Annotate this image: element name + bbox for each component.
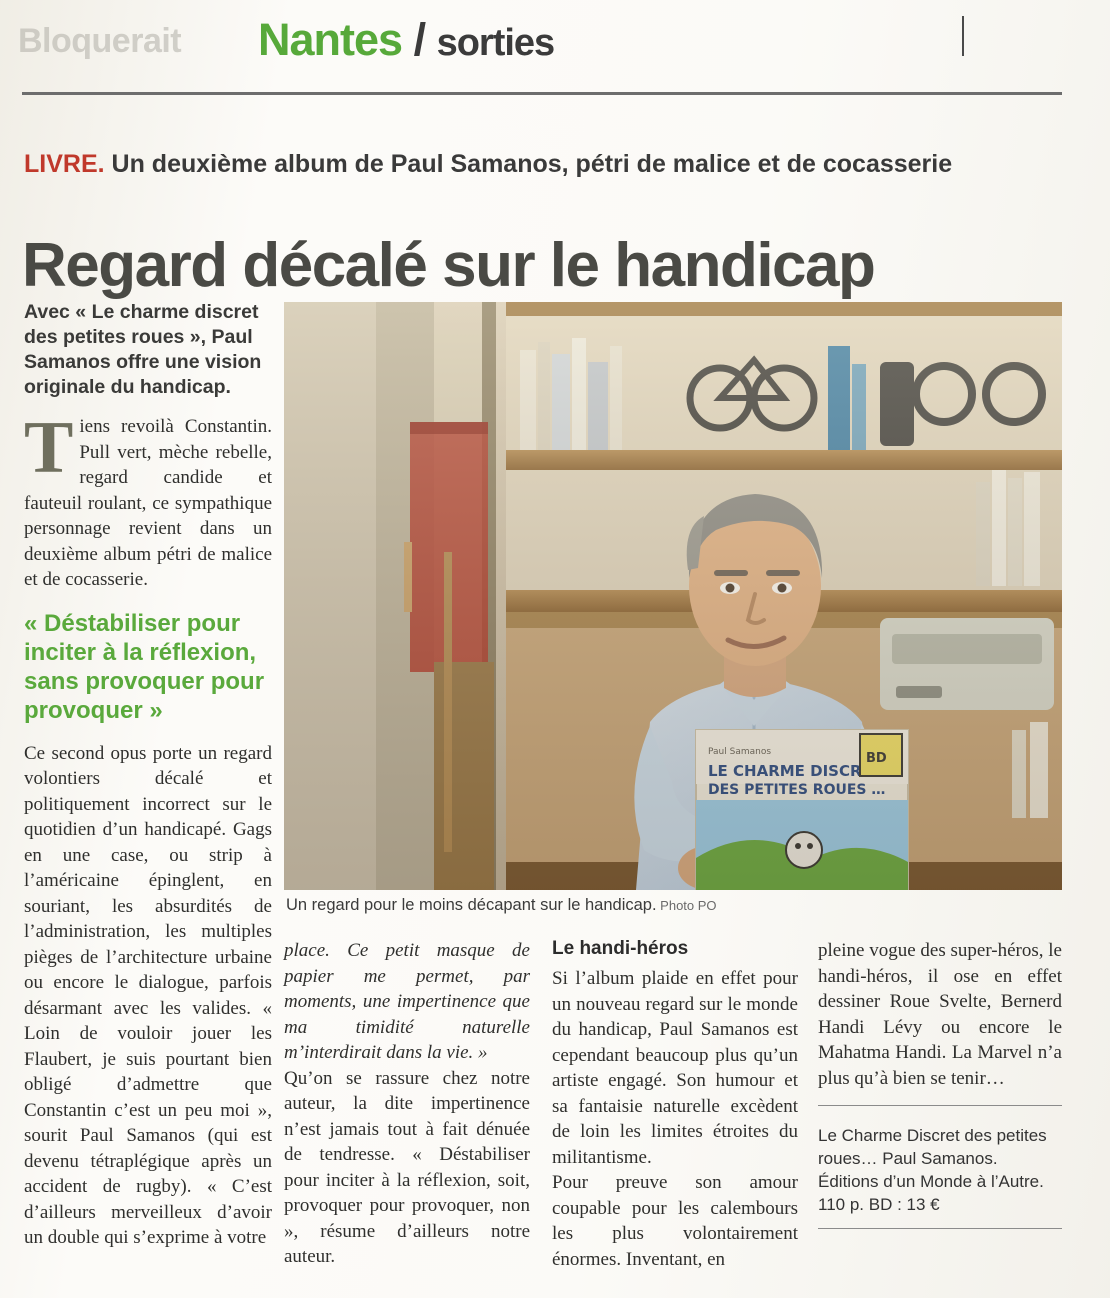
column-three-paragraph-two: Pour preuve son amour coupable pour les calembours les plus volontairement énormes. Inventant, en	[552, 1172, 798, 1270]
masthead-city: Nantes	[258, 14, 403, 65]
column-four	[818, 938, 1062, 1233]
drop-cap: T	[24, 407, 74, 489]
standfirst: Avec « Le charme discret des petites roues », Paul Samanos offre une vision originale du handicap.	[24, 301, 262, 398]
info-box-rule	[818, 1105, 1062, 1106]
pull-quote: « Déstabiliser pour inciter à la réflexion, sans provoquer pour provoquer »	[24, 609, 265, 724]
kicker-label: LIVRE.	[24, 150, 105, 178]
masthead-section: sorties	[436, 22, 555, 64]
column-three	[552, 938, 798, 1272]
masthead	[0, 14, 1110, 86]
column-one-paragraph: Ce second opus porte un regard volontiers décalé et politiquement incorrect sur le quotidien d’un handicapé. Gags en une case, ou strip à l’américaine épinglent, en souriant, les absurdités de l’administration, les multiples pièges de l’architecture urbaine ou encore le dialogue, parfois désarmant avec les valides. « Loin de vouloir jouer les Flaubert, je suis pourtant bien obligé d’admettre que Constantin c’est un peu moi », sourit Paul Samanos (qui est devenu tétraplégique après un accident de rugby). « C’est d’ailleurs merveilleux d’avoir un double qui s’exprime à votre	[24, 742, 272, 1248]
column-four-paragraph: pleine vogue des super-héros, le handi-héros, il ose en effet dessiner Roue Svelte, Bernerd Handi Lévy ou encore le Mahatma Handi. La Marvel n’a plus qu’à bien se tenir…	[818, 940, 1062, 1089]
column-two-paragraph: Qu’on se rassure chez notre auteur, la dite impertinence n’est jamais tout à fait dénuée de tendresse. « Déstabiliser pour inciter à la réflexion, soit, provoquer pour provoquer, non », résume d’ailleurs notre auteur.	[284, 1067, 530, 1267]
masthead-title	[258, 14, 554, 66]
column-three-paragraph-one: Si l’album plaide en effet pour un nouveau regard sur le monde du handicap, Paul Samanos est cependant beaucoup plus qu’un artiste engagé. Son humour et sa fantaisie naturelle excèdent de loin les limites étroites du militantisme.	[552, 968, 798, 1168]
article-kicker	[24, 150, 1064, 179]
lede-text: iens revoilà Constantin. Pull vert, mèche rebelle, regard candide et fauteuil roulant, ce sympathique personnage revient dans un deuxième album pétri de malice et de cocasserie.	[24, 416, 272, 590]
column-one	[24, 300, 272, 1251]
article-photo	[284, 302, 1062, 890]
masthead-separator: /	[402, 14, 437, 65]
photo-caption-text: Un regard pour le moins décapant sur le handicap.	[286, 896, 657, 914]
masthead-ghost-text: Bloquerait	[18, 22, 182, 60]
column-two-italic-continuation: place. Ce petit masque de papier me permet, par moments, une impertinence que ma timidité naturelle m’interdirait dans la vie. »	[284, 940, 530, 1063]
book-info-box: Le Charme Discret des petites roues… Paul Samanos. Éditions d’un Monde à l’Autre. 110 p. BD : 13 €	[818, 1126, 1047, 1214]
bottom-rule	[818, 1228, 1062, 1229]
masthead-rule	[22, 92, 1062, 95]
page-title: Regard décalé sur le handicap	[22, 230, 875, 300]
column-two	[284, 938, 530, 1270]
kicker-text: Un deuxième album de Paul Samanos, pétri de malice et de cocasserie	[104, 150, 953, 178]
masthead-tick-mark	[962, 16, 964, 56]
photo-caption	[286, 896, 1062, 915]
section-subhead: Le handi-héros	[552, 938, 689, 959]
photo-credit: Photo PO	[656, 898, 717, 913]
lede-paragraph	[24, 407, 272, 593]
